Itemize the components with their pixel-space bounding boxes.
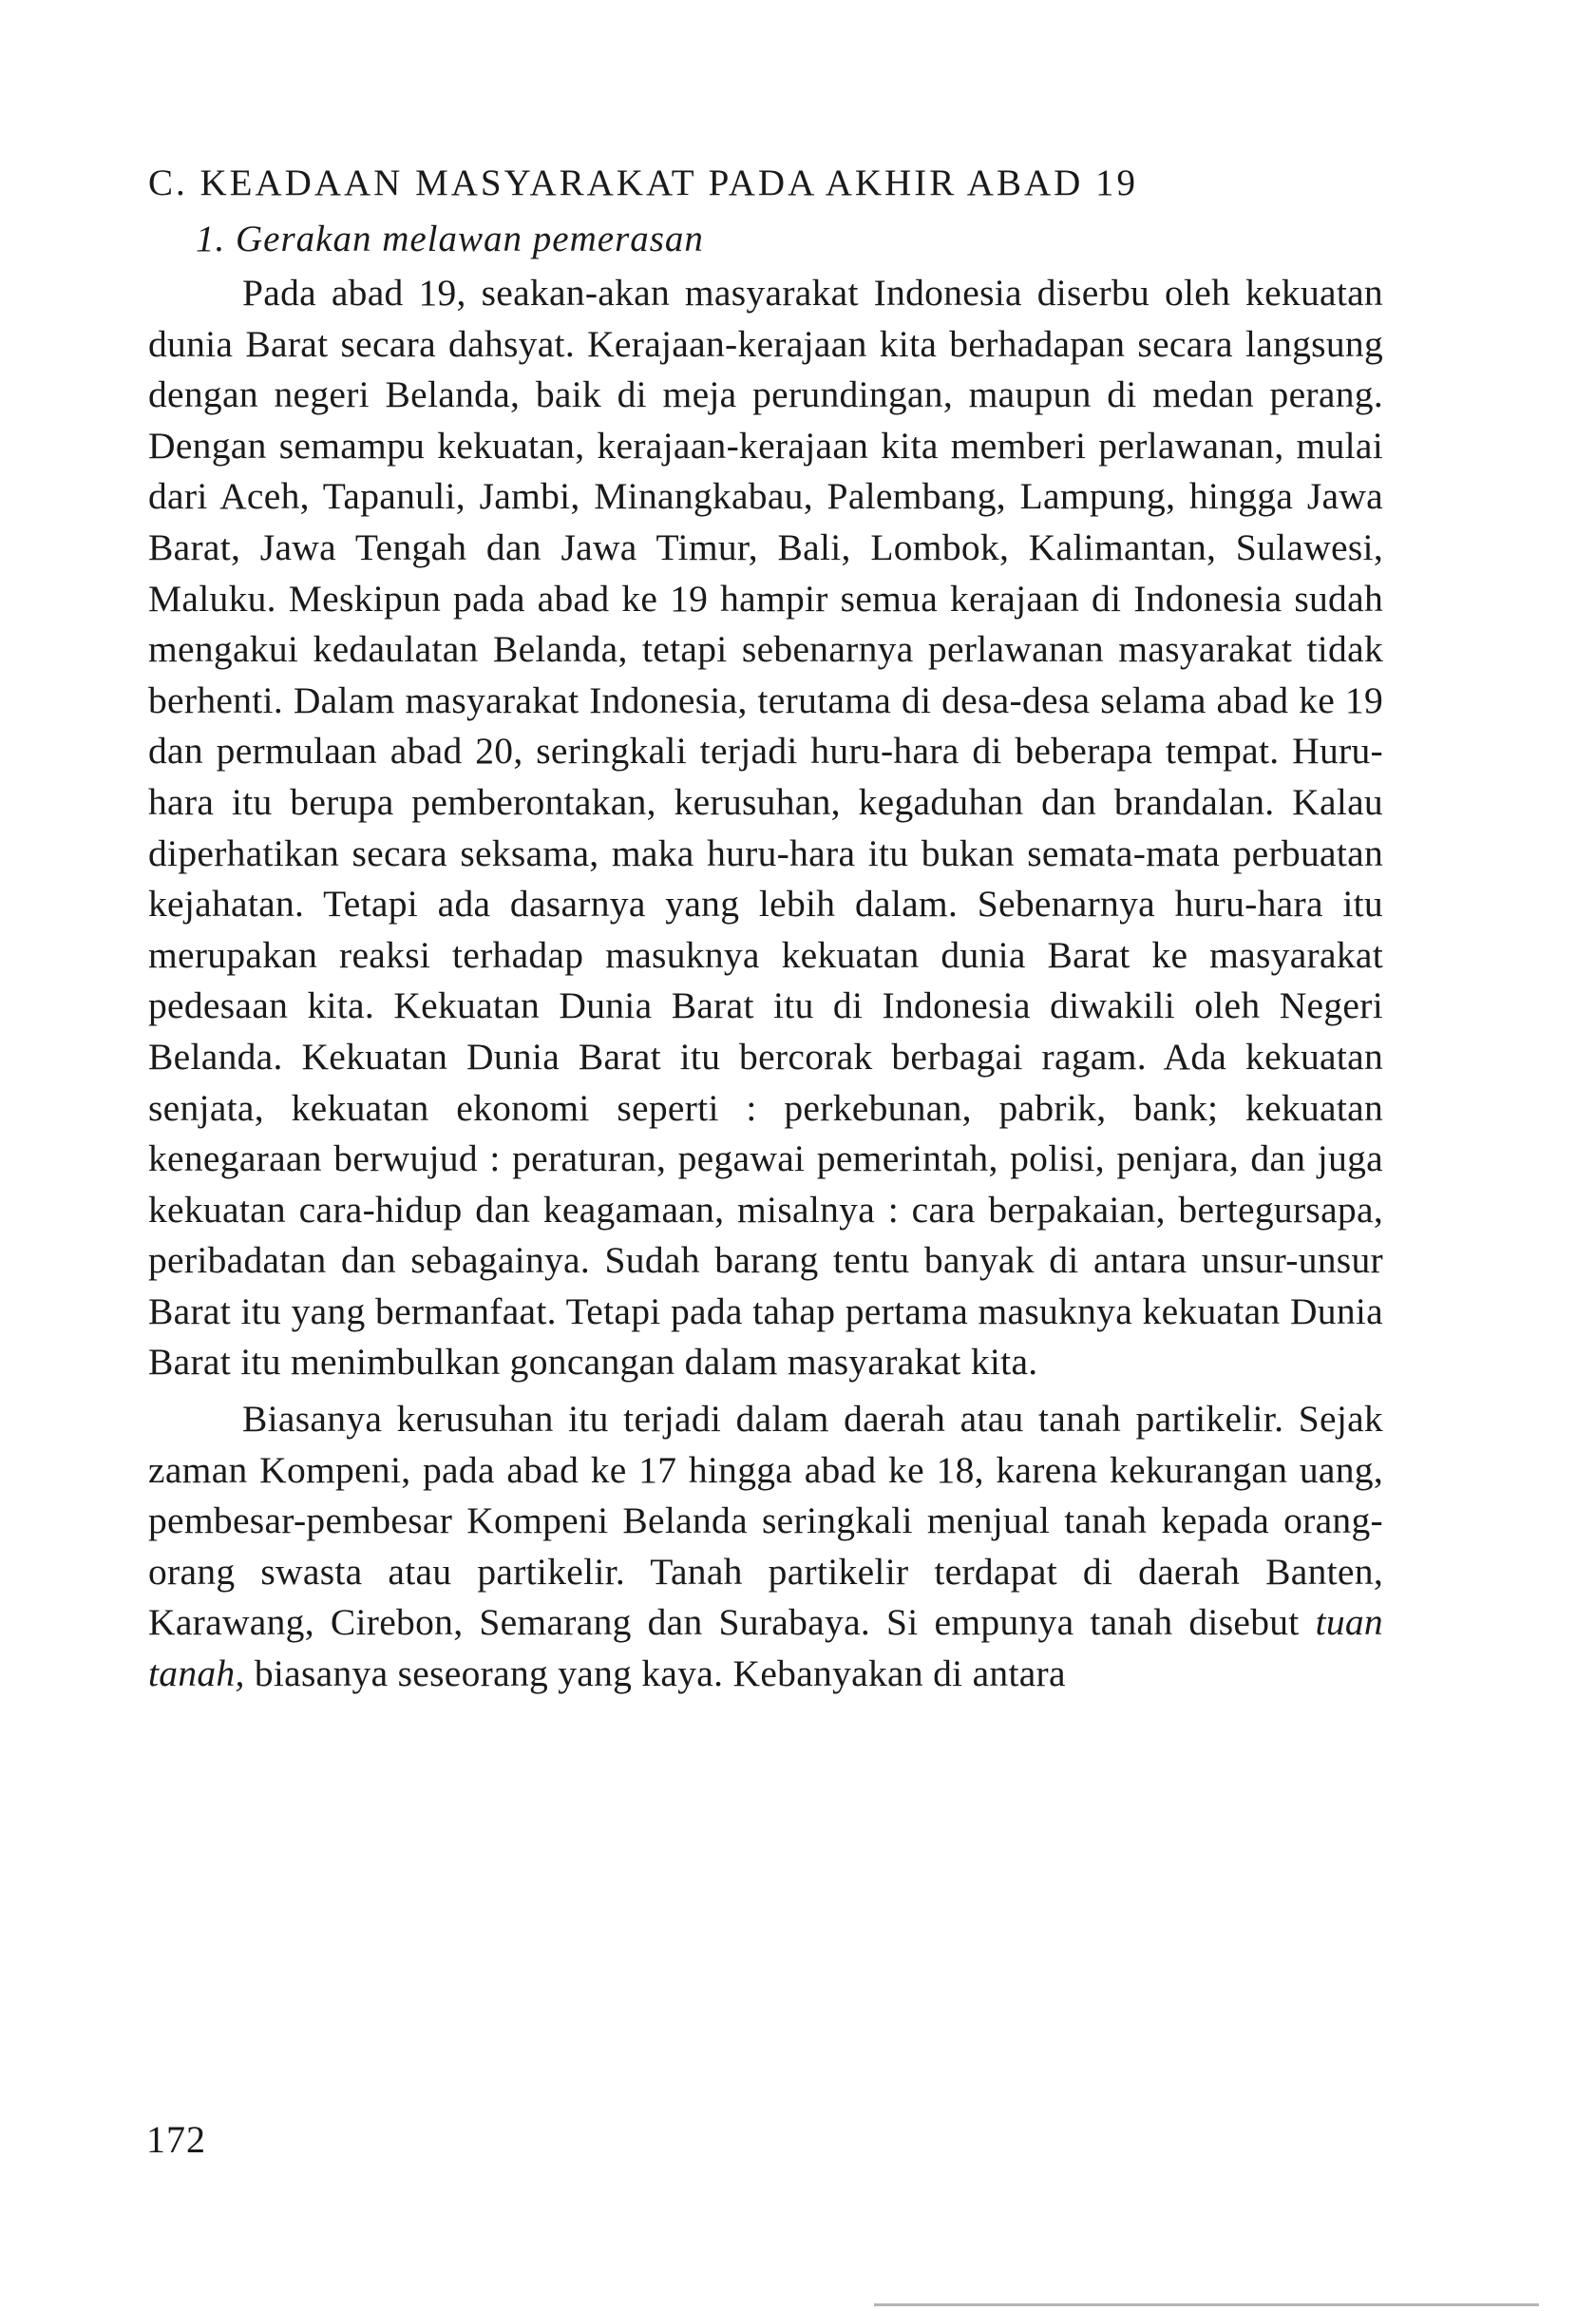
paragraph-2: [148, 1394, 1383, 1700]
paragraph-2-text-b: biasanya seseorang yang kaya. Kebanyakan di antara: [244, 1652, 1066, 1695]
paragraph-2-text-a: Biasanya kerusuhan itu terjadi dalam daerah atau tanah partikelir. Sejak zaman Kompeni, pada abad ke 17 hingga abad ke 18, karena kekurangan uang, pembesar-pembesar Kompeni Belanda seringkali menjual tanah kepada orang-orang swasta atau partikelir. Tanah partikelir terdapat di daerah Banten, Karawang, Cirebon, Semarang dan Surabaya. Si empunya tanah disebut: [148, 1398, 1383, 1644]
paragraph-1: [148, 268, 1383, 1388]
section-heading: C. KEADAAN MASYARAKAT PADA AKHIR ABAD 19: [148, 162, 1139, 203]
scan-edge-line: [874, 2303, 1539, 2306]
page-number: 172: [146, 2118, 206, 2161]
subsection-heading: 1. Gerakan melawan pemerasan: [196, 219, 704, 259]
paragraph-1-text: Pada abad 19, seakan-akan masyarakat Indonesia diserbu oleh kekuatan dunia Barat secara dahsyat. Kerajaan-kerajaan kita berhadapan secara langsung dengan negeri Belanda, baik di meja perundingan, maupun di medan perang. Dengan semampu kekuatan, kerajaan-kerajaan kita memberi perlawanan, mulai dari Aceh, Tapanuli, Jambi, Minangkabau, Palembang, Lampung, hingga Jawa Barat, Jawa Tengah dan Jawa Timur, Bali, Lombok, Kalimantan, Sulawesi, Maluku. Meskipun pada abad ke 19 hampir semua kerajaan di Indonesia sudah mengakui kedaulatan Belanda, tetapi sebenarnya perlawanan masyarakat tidak berhenti. Dalam masyarakat Indonesia, terutama di desa-desa selama abad ke 19 dan permulaan abad 20, seringkali terjadi huru-hara di beberapa tempat. Huru-hara itu berupa pemberontakan, kerusuhan, kegaduhan dan brandalan. Kalau diperhatikan secara seksama, maka huru-hara itu bukan semata-mata perbuatan kejahatan. Tetapi ada dasarnya yang lebih dalam. Sebenarnya huru-hara itu merupakan reaksi terhadap masuknya kekuatan dunia Barat ke masyarakat pedesaan kita. Kekuatan Dunia Barat itu di Indonesia diwakili oleh Negeri Belanda. Kekuatan Dunia Barat itu bercorak berbagai ragam. Ada kekuatan senjata, kekuatan ekonomi seperti : perkebunan, pabrik, bank; kekuatan kenegaraan berwujud : peraturan, pegawai pemerintah, polisi, penjara, dan juga kekuatan cara-hidup dan keagamaan, misalnya : cara berpakaian, bertegursapa, peribadatan dan sebagainya. Sudah barang tentu banyak di antara unsur-unsur Barat itu yang bermanfaat. Tetapi pada tahap pertama masuknya kekuatan Dunia Barat itu menimbulkan goncangan dalam masyarakat kita.: [148, 272, 1383, 1384]
paragraph-2-italic-term: tuan tanah,: [148, 1601, 1383, 1695]
page-body: [148, 152, 1383, 1700]
